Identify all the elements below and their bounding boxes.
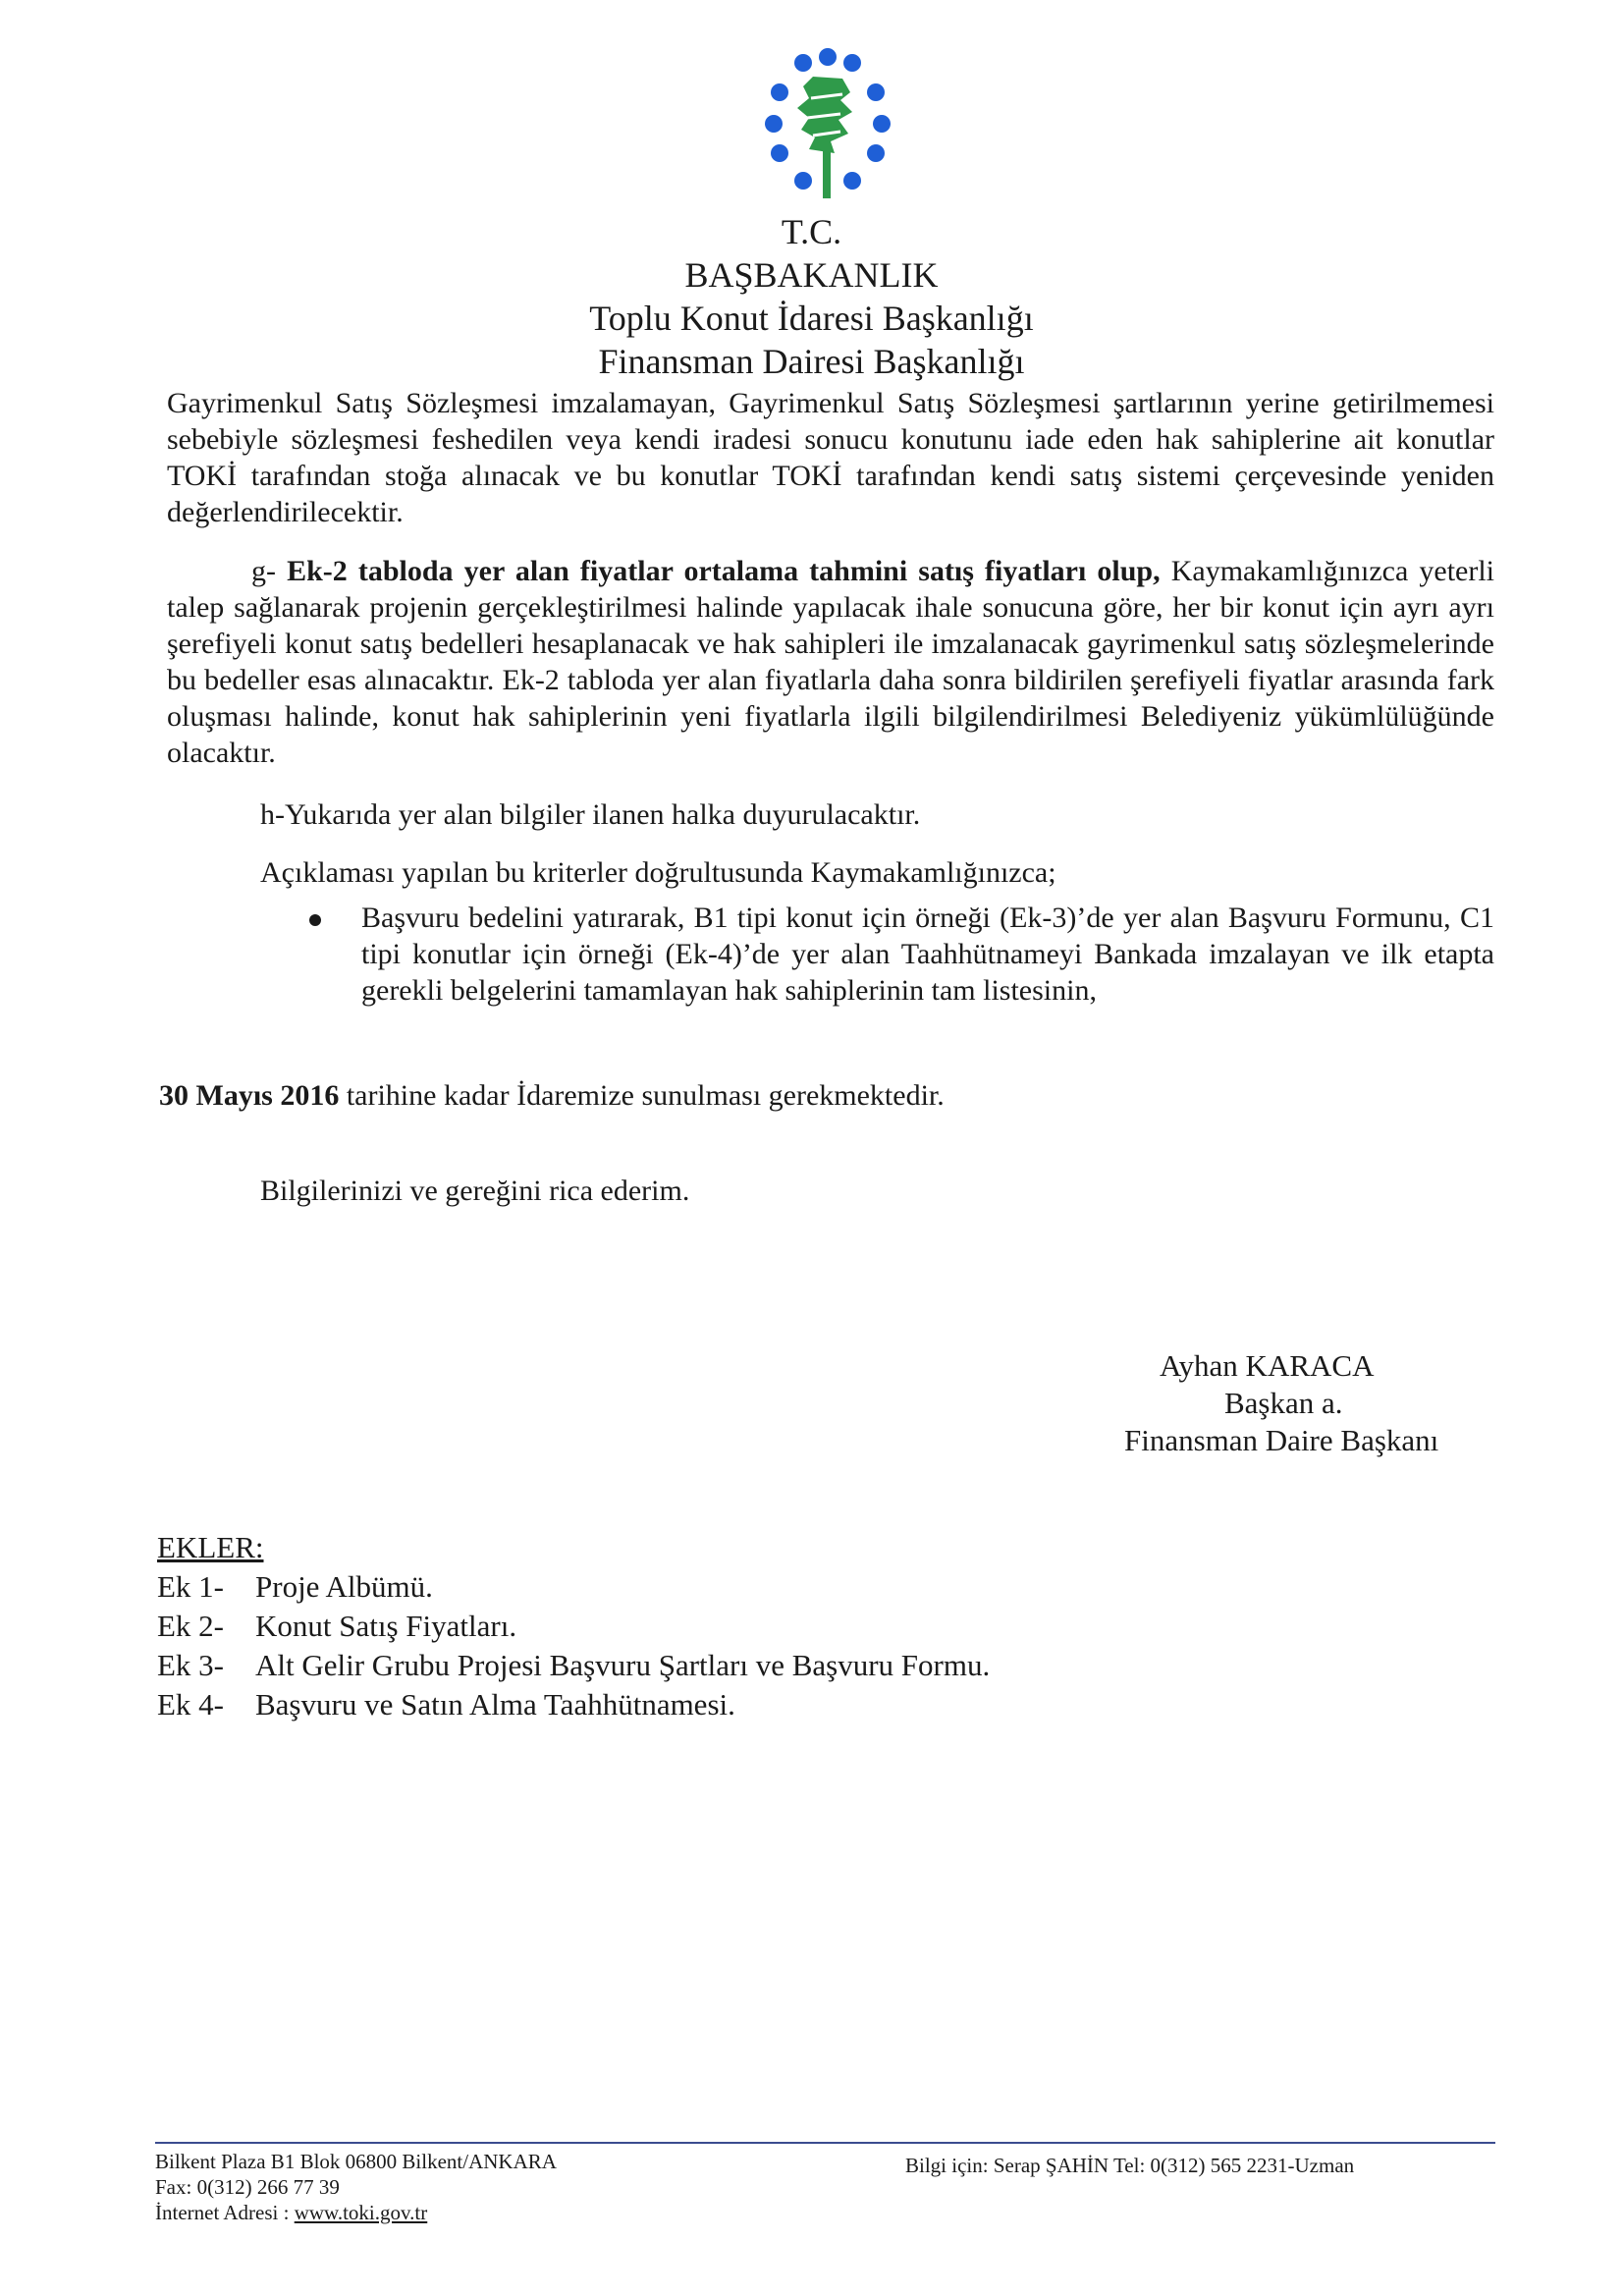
footer-divider bbox=[155, 2142, 1495, 2144]
closing-line: Bilgilerinizi ve gereğini rica ederim. bbox=[260, 1175, 690, 1207]
footer-address: Bilkent Plaza B1 Blok 06800 Bilkent/ANKARA bbox=[155, 2150, 557, 2173]
deadline-line bbox=[159, 1077, 945, 1114]
bullet-item: Başvuru bedelini yatırarak, B1 tipi konut için örneği (Ek-3)’de yer alan Başvuru Formunu, C1 tipi konutlar için örneği (Ek-4)’de yer alan Taahhütnameyi Bankada imzalayan ve ilk etapta gerekli belgelerini tamamlayan hak sahiplerinin tam listesinin, bbox=[361, 902, 1494, 1007]
paragraph-2-rest: Kaymakamlığınızca yeterli talep sağlanarak projenin gerçekleştirilmesi halinde yapılacak ihale sonucuna göre, her bir konut için ayrı ayrı şerefiyeli konut satış bedelleri hesaplanacak ve hak sahipleri ile imzalanacak gayrimenkul satış sözleşmelerinde bu bedeller esas alınacaktır. Ek-2 tabloda yer alan fiyatlarla daha sonra bildirilen şerefiyeli fiyatlar arasında fark oluşması halinde, konut hak sahiplerinin yeni fiyatlarla ilgili bilgilendirilmesi Belediyeniz yükümlülüğünde olacaktır. bbox=[167, 555, 1494, 769]
paragraph-1: Gayrimenkul Satış Sözleşmesi imzalamayan, Gayrimenkul Satış Sözleşmesi şartlarının yerine getirilmemesi sebebiyle sözleşmesi feshedilen veya kendi iradesi sonucu konutunu iade eden hak sahiplerine ait konutlar TOKİ tarafından stoğa alınacak ve bu konutlar TOKİ tarafından kendi satış sistemi çerçevesinde yeniden değerlendirilecektir. bbox=[167, 387, 1494, 528]
footer-fax: Fax: 0(312) 266 77 39 bbox=[155, 2175, 340, 2199]
attachment-text: Proje Albümü. bbox=[255, 1569, 433, 1604]
paragraph-3: h-Yukarıda yer alan bilgiler ilanen halka duyurulacaktır. bbox=[260, 798, 921, 831]
bullet-icon bbox=[309, 914, 321, 926]
paragraph-2-prefix: g- bbox=[251, 555, 276, 587]
paragraph-2-bold: Ek-2 tabloda yer alan fiyatlar ortalama tahmini satış fiyatları olup, bbox=[287, 555, 1161, 587]
header-toki: Toplu Konut İdaresi Başkanlığı bbox=[589, 299, 1034, 338]
signature-name: Ayhan KARACA bbox=[1160, 1348, 1375, 1383]
footer-web-link[interactable]: www.toki.gov.tr bbox=[294, 2201, 428, 2224]
deadline-date: 30 Mayıs 2016 bbox=[159, 1079, 340, 1112]
tree-logo-icon bbox=[744, 47, 911, 204]
paragraph-4: Açıklaması yapılan bu kriterler doğrultusunda Kaymakamlığınızca; bbox=[260, 856, 1056, 889]
attachment-item bbox=[157, 1608, 516, 1645]
attachment-text: Başvuru ve Satın Alma Taahhütnamesi. bbox=[255, 1687, 735, 1722]
header-basbakanlik: BAŞBAKANLIK bbox=[684, 255, 939, 295]
footer-web bbox=[155, 2200, 427, 2225]
attachment-code: Ek 1- bbox=[157, 1569, 225, 1604]
attachment-code: Ek 4- bbox=[157, 1687, 225, 1722]
header-tc: T.C. bbox=[781, 212, 842, 251]
attachment-code: Ek 3- bbox=[157, 1648, 225, 1682]
attachments-title: EKLER: bbox=[157, 1530, 264, 1564]
attachment-item bbox=[157, 1568, 433, 1606]
attachment-item bbox=[157, 1686, 735, 1723]
attachment-text: Konut Satış Fiyatları. bbox=[255, 1609, 517, 1643]
footer-web-label: İnternet Adresi : bbox=[155, 2201, 290, 2224]
header-finansman: Finansman Dairesi Başkanlığı bbox=[598, 342, 1025, 381]
paragraph-2 bbox=[167, 553, 1494, 771]
attachment-text: Alt Gelir Grubu Projesi Başvuru Şartları ve Başvuru Formu. bbox=[255, 1648, 991, 1682]
attachment-item bbox=[157, 1647, 990, 1684]
attachment-code: Ek 2- bbox=[157, 1609, 225, 1643]
deadline-text: tarihine kadar İdaremize sunulması gerekmektedir. bbox=[346, 1079, 945, 1112]
signature-title-2: Finansman Daire Başkanı bbox=[1124, 1423, 1439, 1457]
footer-contact: Bilgi için: Serap ŞAHİN Tel: 0(312) 565 2231-Uzman bbox=[905, 2154, 1355, 2177]
signature-title-1: Başkan a. bbox=[1224, 1386, 1343, 1420]
